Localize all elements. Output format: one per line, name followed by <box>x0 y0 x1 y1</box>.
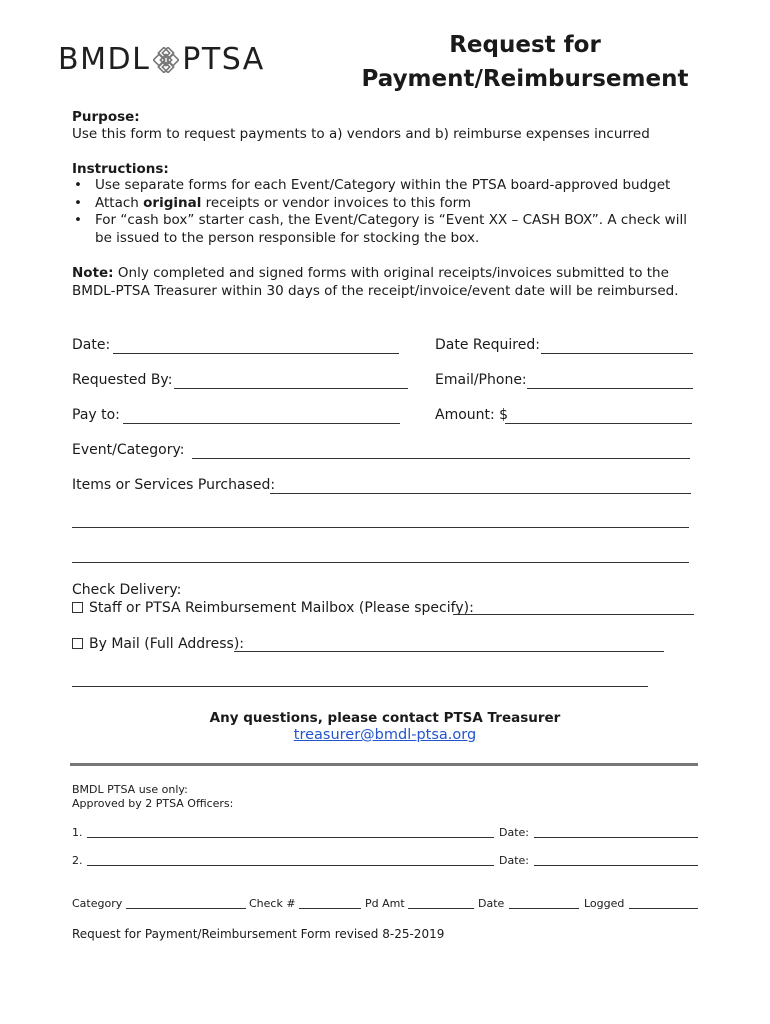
contact-text: Any questions, please contact PTSA Treasurer <box>209 710 561 726</box>
event-category-label: Event/Category: <box>72 442 185 458</box>
items-field-line-2[interactable] <box>72 527 689 528</box>
note-line-1 <box>72 264 669 282</box>
paid-date-field[interactable] <box>509 908 579 909</box>
officer-2-date-field[interactable] <box>534 865 698 866</box>
purpose-label: Purpose: <box>72 109 140 125</box>
pay-to-label: Pay to: <box>72 407 120 423</box>
logged-label: Logged <box>584 897 625 910</box>
officer-2-label: 2. <box>72 854 83 867</box>
title-line-1: Request for <box>449 32 601 58</box>
treasurer-email-link[interactable]: treasurer@bmdl-ptsa.org <box>293 727 477 743</box>
logo-text-right: PTSA <box>182 42 265 77</box>
event-category-field[interactable] <box>192 458 690 459</box>
officer-2-signature-field[interactable] <box>87 865 494 866</box>
mail-address-field[interactable] <box>234 651 664 652</box>
instructions-label: Instructions: <box>72 161 169 177</box>
office-use-label: BMDL PTSA use only: <box>72 783 188 796</box>
mailbox-option-label: Staff or PTSA Reimbursement Mailbox (Please specify): <box>89 600 474 616</box>
category-label: Category <box>72 897 123 910</box>
paid-date-label: Date <box>478 897 505 910</box>
instruction-text: For “cash box” starter cash, the Event/Category is “Event XX – CASH BOX”. A check will be issued to the person responsible for stocking the box. <box>95 212 687 246</box>
logged-field[interactable] <box>629 908 698 909</box>
officer-1-date-field[interactable] <box>534 837 698 838</box>
check-delivery-label: Check Delivery: <box>72 582 182 598</box>
check-number-label: Check # <box>249 897 296 910</box>
amount-label: Amount: $ <box>435 407 509 423</box>
logo-text-left: BMDL <box>58 42 151 77</box>
note-text-2: BMDL-PTSA Treasurer within 30 days of the receipt/invoice/event date will be reimbursed. <box>72 283 679 299</box>
mail-checkbox[interactable] <box>72 638 83 649</box>
mailbox-checkbox[interactable] <box>72 602 83 613</box>
date-required-field[interactable] <box>541 353 693 354</box>
paid-amount-label: Pd Amt <box>365 897 405 910</box>
officer-1-label: 1. <box>72 826 83 839</box>
mailbox-option <box>72 600 474 616</box>
requested-by-label: Requested By: <box>72 372 173 388</box>
instruction-item <box>72 177 692 195</box>
title-line-2: Payment/Reimbursement <box>361 66 689 92</box>
revision-note: Request for Payment/Reimbursement Form revised 8-25-2019 <box>72 927 445 941</box>
mail-option-label: By Mail (Full Address): <box>89 636 245 652</box>
note-label: Note: <box>72 265 114 281</box>
section-divider <box>70 763 698 766</box>
date-required-label: Date Required: <box>435 337 540 353</box>
instruction-item <box>72 195 692 213</box>
requested-by-field[interactable] <box>174 388 408 389</box>
instruction-text-bold: original <box>143 194 202 211</box>
email-phone-field[interactable] <box>527 388 693 389</box>
items-field-line-3[interactable] <box>72 562 689 563</box>
date-field[interactable] <box>113 353 399 354</box>
mail-option <box>72 636 244 652</box>
instruction-text-post: receipts or vendor invoices to this form <box>201 194 472 211</box>
email-phone-label: Email/Phone: <box>435 372 527 388</box>
officer-1-date-label: Date: <box>499 826 529 839</box>
category-field[interactable] <box>126 908 246 909</box>
mailbox-field[interactable] <box>453 614 694 615</box>
approved-by-label: Approved by 2 PTSA Officers: <box>72 797 234 810</box>
ptsa-logo <box>58 42 265 77</box>
instruction-text-pre: Attach <box>95 194 144 211</box>
items-field[interactable] <box>270 493 691 494</box>
pay-to-field[interactable] <box>123 423 400 424</box>
paid-amount-field[interactable] <box>408 908 474 909</box>
note-text-1: Only completed and signed forms with original receipts/invoices submitted to the <box>113 265 669 281</box>
instructions-list <box>72 177 692 247</box>
instruction-text: Use separate forms for each Event/Category within the PTSA board-approved budget <box>95 177 671 193</box>
purpose-text: Use this form to request payments to a) vendors and b) reimburse expenses incurred <box>72 126 650 142</box>
check-number-field[interactable] <box>299 908 361 909</box>
officer-1-signature-field[interactable] <box>87 837 494 838</box>
officer-2-date-label: Date: <box>499 854 529 867</box>
mail-address-field-line-2[interactable] <box>72 686 648 687</box>
amount-field[interactable] <box>505 423 692 424</box>
celtic-knot-icon <box>153 47 179 73</box>
date-label: Date: <box>72 337 111 353</box>
form-title <box>360 28 690 96</box>
items-label: Items or Services Purchased: <box>72 477 276 493</box>
instruction-item <box>72 212 692 247</box>
